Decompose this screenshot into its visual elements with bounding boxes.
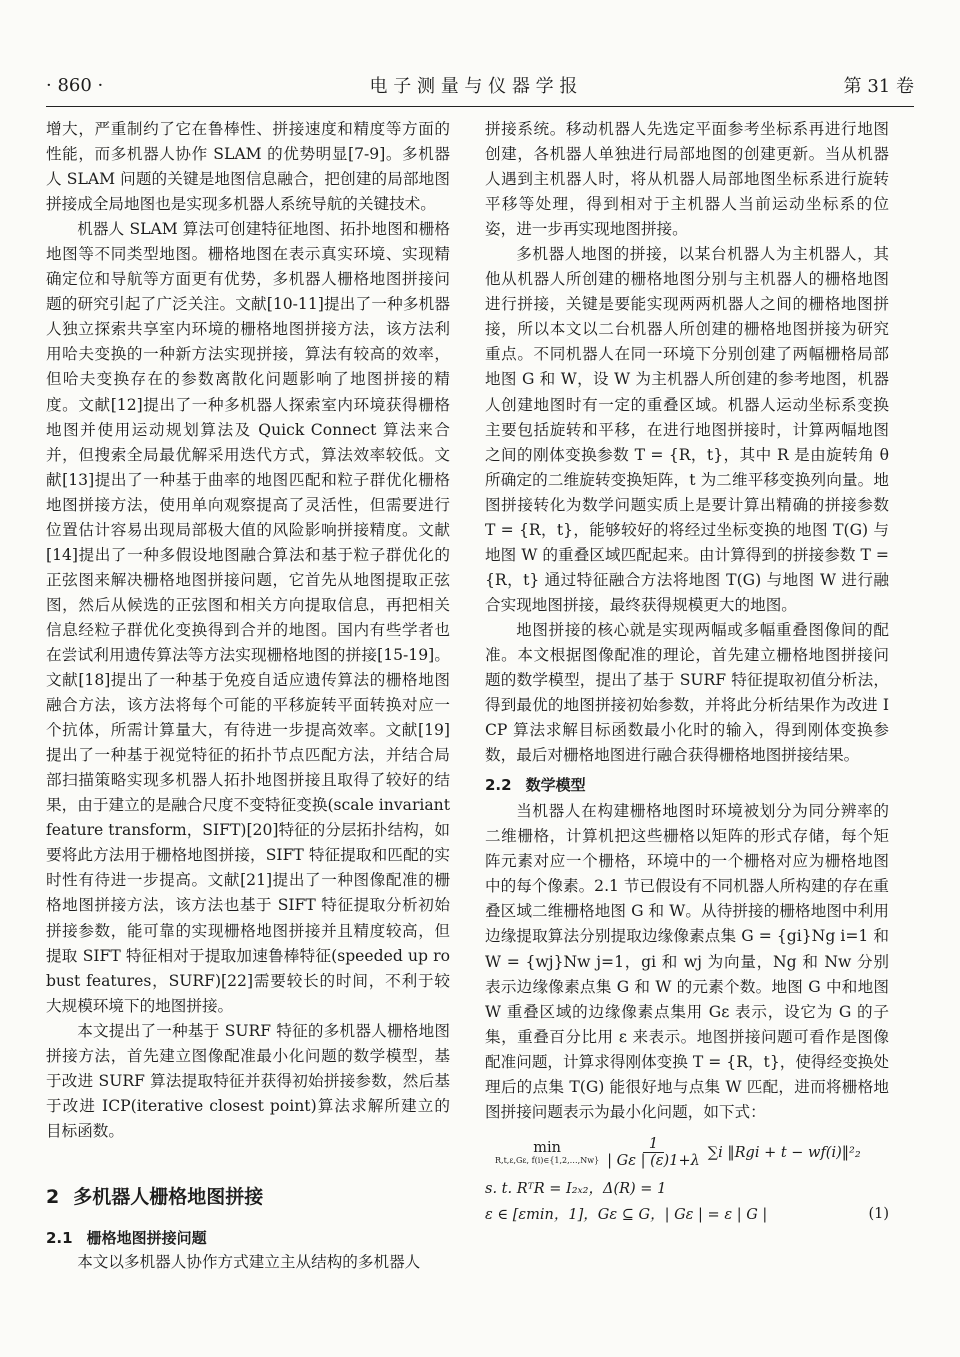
constraint-line: ε ∈ [εmin，1]，Gε ⊆ G，| Gε | = ε | G | (1) [485,1205,889,1224]
page-number: · 860 · [46,74,104,96]
paragraph: 当机器人在构建栅格地图时环境被划分为同分辨率的二维栅格，计算机把这些栅格以矩阵的形式存储，每个矩阵元素对应一个栅格，环境中的一个栅格对应为栅格地图中的每个像素。2.1 节已假设有不同机器人所构建的存在重叠区域二维栅格地图 G 和 W。从待拼接的栅格地图中利用边缘提取算法分别提取边缘像素点集 G = {gi}Ng i=1 和 W = {wj}Nw j=1，gi 和 wj 为向量，Ng 和 Nw 分别表示边缘像素点集 G 和 W 的元素个数。地图 G 中和地图 W 重叠区域的边缘像素点集用 Gε 表示，设它为 G 的子集，重叠百分比用 ε 来表示。地图拼接问题可看作是图像配准问题，计算求得刚体变换 T = {R，t}，使得经变换处理后的点集 T(G) 能很好地与点集 W 匹配，进而将栅格地图拼接问题表示为最小化问题，如下式： [485,802,890,1121]
section-number: 2 [46,1185,60,1208]
equation-number: (1) [868,1205,889,1222]
min-operator: min R,t,ε,Gε, f(i)∈{1,2,…,Nw} [495,1140,600,1166]
sum-term: ∑i ‖Rgi + t − wf(i)‖²₂ [707,1144,861,1161]
header-rule [46,106,914,107]
volume-label: 第 31 卷 [843,76,914,97]
paragraph: 多机器人地图的拼接，以某台机器人为主机器人，其他从机器人所创建的栅格地图分别与主机器人的栅格地图进行拼接，关键是要能实现两两机器人之间的栅格地图拼接，所以本文以二台机器人所创建的栅格地图拼接为研究重点。不同机器人在同一环境下分别创建了两幅栅格局部地图 G 和 W，设 W 为主机器人所创建的参考地图，机器人创建地图时有一定的重叠区域。机器人运动坐标系变换主要包括旋转和平移，在进行地图拼接时，计算两幅地图之间的刚体变换参数 T = {R，t}，其中 R 是由旋转角 θ 所确定的二维旋转变换矩阵，t 为二维平移变换列向量。地图拼接转化为数学问题实质上是要计算出精确的拼接参数 T = {R，t}，能够较好的将经过坐标变换的地图 T(G) 与地图 W 的重叠区域匹配起来。由计算得到的拼接参数 T = {R，t} 通过特征融合方法将地图 T(G) 与地图 W 进行融合实现地图拼接，最终获得规模更大的地图。 [485,245,889,614]
equation-1 [485,1131,889,1227]
paragraph: 地图拼接的核心就是实现两幅或多幅重叠图像间的配准。本文根据图像配准的理论，首先建立栅格地图拼接问题的数学模型，提出了基于 SURF 特征提取初值分析法，得到最优的地图拼接初始参数，并将此分析结果作为改进 ICP 算法求解目标函数最小化时的输入，得到刚体变换参数，最后对栅格地图进行融合获得栅格地图拼接结果。 [485,620,889,765]
page-header [46,70,914,100]
paragraph: 拼接系统。移动机器人先选定平面参考坐标系再进行地图创建，各机器人单独进行局部地图的创建更新。当从机器人遇到主机器人时，将从机器人局部地图坐标系进行旋转平移等处理，得到相对于主机器人当前运动坐标系的位姿，进一步再实现地图拼接。 [485,120,889,239]
subsection-heading [46,1227,450,1248]
left-column [46,117,450,1275]
section-title: 多机器人栅格地图拼接 [73,1185,264,1208]
subsection-number: 2.1 [46,1228,73,1247]
paragraph: 本文以多机器人协作方式建立主从结构的多机器人 [77,1252,421,1271]
journal-title: 电 子 测 量 与 仪 器 学 报 [369,76,578,97]
paragraph: 本文提出了一种基于 SURF 特征的多机器人栅格地图拼接方法，首先建立图像配准最小化问题的数学模型，基于改进 SURF 算法提取特征并获得初始拼接参数，然后基于改进 ICP(iterative closest point)算法求解所建立的目标函数。 [46,1021,450,1140]
constraint-line: s. t. RᵀR = I₂ₓ₂，Δ(R) = 1 [485,1181,667,1198]
paragraph: 机器人 SLAM 算法可创建特征地图、拓扑地图和栅格地图等不同类型地图。栅格地图在表示真实环境、实现精确定位和导航等方面更有优势，多机器人栅格地图拼接问题的研究引起了广泛关注。文献[10-11]提出了一种多机器人独立探索共享室内环境的栅格地图拼接方法，该方法利用哈夫变换的一种新方法实现拼接，算法有较高的效率，但哈夫变换存在的参数离散化问题影响了地图拼接的精度。文献[12]提出了一种多机器人探索室内环境获得栅格地图并使用运动规划算法及 Quick Connect 算法来合并，但搜索全局最优解采用迭代方式，算法效率较低。文献[13]提出了一种基于曲率的地图匹配和粒子群优化栅格地图拼接方法，使用单向观察提高了灵活性，但需要进行位置估计容易出现局部极大值的风险影响拼接精度。文献[14]提出了一种多假设地图融合算法和基于粒子群优化的正弦图来解决栅格地图拼接问题，它首先从地图提取正弦图，然后从候选的正弦图和相关方向提取信息，再把相关信息经粒子群优化变换得到合并的地图。国内有些学者也在尝试利用遗传算法等方法实现栅格地图的拼接[15-19]。文献[18]提出了一种基于免疫自适应遗传算法的栅格地图融合方法，该方法将每个可能的平移旋转平面转换对应一个抗体，所需计算量大，有待进一步提高效率。文献[19]提出了一种基于视觉特征的拓扑节点匹配方法，并结合局部扫描策略实现多机器人拓扑地图拼接且取得了较好的结果，由于建立的是融合尺度不变特征变换(scale invariant feature transform，SIFT)[20]特征的分层拓扑结构，如要将此方法用于栅格地图拼接，SIFT 特征提取和匹配的实时性有待进一步提高。文献[21]提出了一种图像配准的栅格地图拼接方法，该方法也基于 SIFT 特征提取分析初始拼接参数，能可靠的实现栅格地图拼接并且精度较高，但提取 SIFT 特征相对于提取加速鲁棒特征(speeded up robust features，SURF)[22]需要较长的时间，不利于较大规模环境下的地图拼接。 [46,220,450,1015]
fraction: $\frac{1}{| G\varepsilon | (\varepsilon)1+\lambda}$ [607,1136,700,1170]
subsection-heading [485,774,889,795]
subsection-title: 栅格地图拼接问题 [86,1228,207,1247]
section-heading [46,1182,450,1209]
paragraph: 增大，严重制约了它在鲁棒性、拼接速度和精度等方面的性能，而多机器人协作 SLAM 的优势明显[7-9]。多机器人 SLAM 问题的关键是地图信息融合，把创建的局部地图拼接成全局地图也是实现多机器人系统导航的关键技术。 [46,120,450,214]
right-column [485,117,889,1227]
subsection-title: 数学模型 [525,776,586,795]
subsection-number: 2.2 [485,776,512,795]
